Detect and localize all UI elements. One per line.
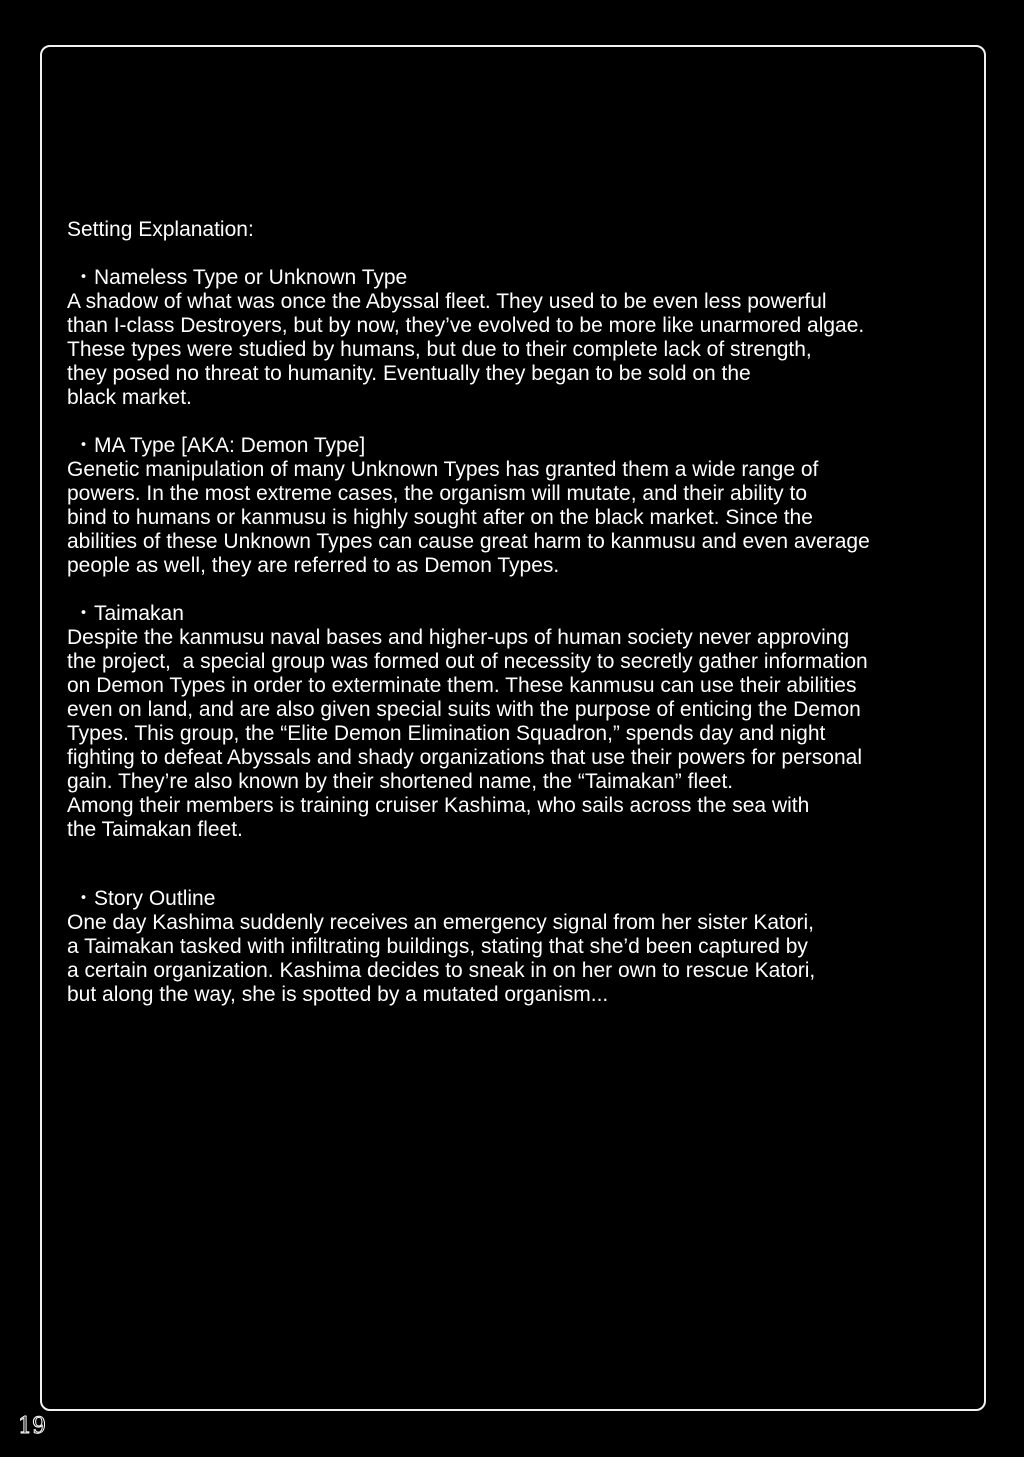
section-title: ・Nameless Type or Unknown Type bbox=[73, 266, 408, 289]
section-title: ・Story Outline bbox=[73, 887, 216, 910]
paragraph-line: fighting to defeat Abyssals and shady organizations that use their powers for personal bbox=[67, 746, 862, 769]
paragraph-line: One day Kashima suddenly receives an emergency signal from her sister Katori, bbox=[67, 911, 815, 934]
paragraph-line: bind to humans or kanmusu is highly sought after on the black market. Since the bbox=[67, 506, 813, 529]
paragraph-line: a certain organization. Kashima decides to sneak in on her own to rescue Katori, bbox=[67, 959, 816, 982]
paragraph-line: a Taimakan tasked with infiltrating buildings, stating that she’d been captured by bbox=[67, 935, 808, 958]
paragraph-line: gain. They’re also known by their shortened name, the “Taimakan” fleet. bbox=[67, 770, 734, 793]
paragraph-line: These types were studied by humans, but due to their complete lack of strength, bbox=[67, 338, 812, 361]
paragraph-line: Despite the kanmusu naval bases and higher-ups of human society never approving bbox=[67, 626, 850, 649]
section-ma-type bbox=[67, 434, 977, 578]
paragraph-line: powers. In the most extreme cases, the organism will mutate, and their ability to bbox=[67, 482, 807, 505]
paragraph-line: on Demon Types in order to exterminate them. These kanmusu can use their abilities bbox=[67, 674, 857, 697]
paragraph-line: the project, a special group was formed out of necessity to secretly gather information bbox=[67, 650, 868, 673]
paragraph-line: abilities of these Unknown Types can cause great harm to kanmusu and even average bbox=[67, 530, 870, 553]
paragraph-line: Among their members is training cruiser Kashima, who sails across the sea with bbox=[67, 794, 810, 817]
section-nameless-type bbox=[67, 266, 977, 410]
page-number: 19 bbox=[18, 1414, 46, 1439]
paragraph-line: the Taimakan fleet. bbox=[67, 818, 243, 841]
paragraph-line: they posed no threat to humanity. Eventually they began to be sold on the bbox=[67, 362, 751, 385]
paragraph-line: people as well, they are referred to as Demon Types. bbox=[67, 554, 560, 577]
paragraph-line: Genetic manipulation of many Unknown Types has granted them a wide range of bbox=[67, 458, 819, 481]
paragraph-line: even on land, and are also given special suits with the purpose of enticing the Demon bbox=[67, 698, 861, 721]
paragraph-line: than I-class Destroyers, but by now, they’ve evolved to be more like unarmored algae. bbox=[67, 314, 865, 337]
paragraph-line: Types. This group, the “Elite Demon Elimination Squadron,” spends day and night bbox=[67, 722, 826, 745]
paragraph-line: A shadow of what was once the Abyssal fleet. They used to be even less powerful bbox=[67, 290, 827, 313]
document-body bbox=[67, 218, 977, 1007]
page-heading: Setting Explanation: bbox=[67, 218, 254, 241]
section-title: ・Taimakan bbox=[73, 602, 184, 625]
section-title: ・MA Type [AKA: Demon Type] bbox=[73, 434, 366, 457]
section-story-outline bbox=[67, 887, 977, 1007]
section-taimakan bbox=[67, 602, 977, 842]
paragraph-line: but along the way, she is spotted by a mutated organism... bbox=[67, 983, 609, 1006]
paragraph-line: black market. bbox=[67, 386, 192, 409]
